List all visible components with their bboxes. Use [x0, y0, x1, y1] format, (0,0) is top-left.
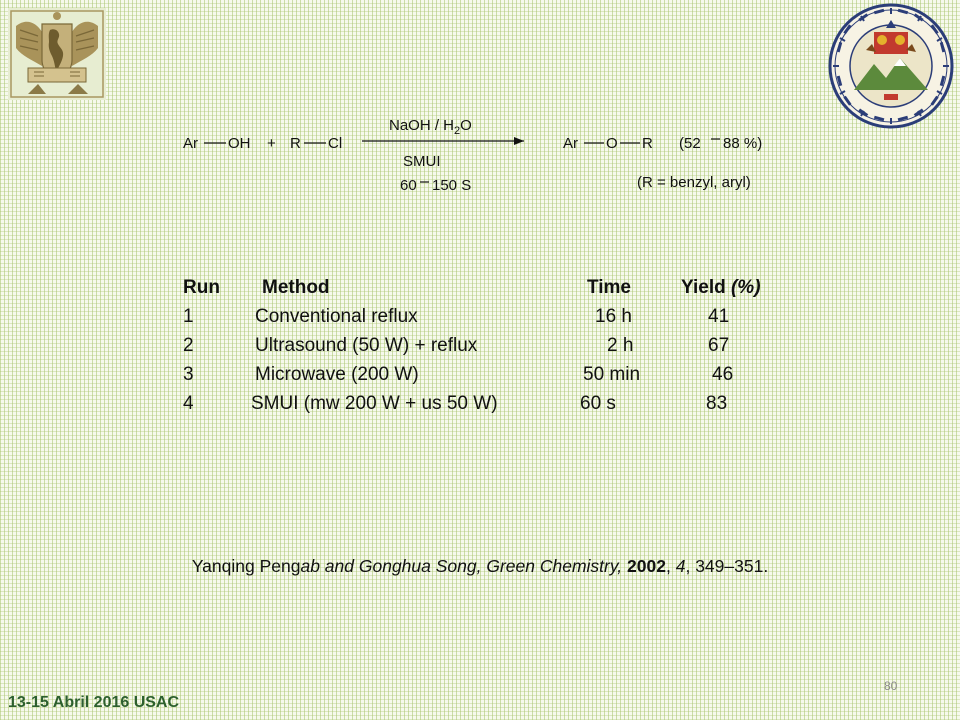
plus-sign: +: [267, 135, 276, 152]
header-yield-unit: (%): [730, 277, 761, 298]
reactant1-oh: OH: [228, 135, 251, 152]
page-number: 80: [884, 679, 898, 693]
footer-date: 13-15 Abril 2016 USAC: [8, 694, 180, 711]
condition-method: SMUI: [403, 153, 441, 170]
row-2-method: Ultrasound (50 W) + reflux: [255, 335, 478, 356]
row-2-run: 2: [183, 335, 194, 356]
condition-time-end: 150 S: [432, 177, 472, 194]
reactant2-cl: Cl: [328, 135, 343, 152]
product-o: O: [606, 135, 618, 152]
row-4-yield: 83: [706, 393, 728, 414]
header-time: Time: [587, 277, 632, 298]
row-1-run: 1: [183, 306, 194, 327]
row-1-time: 16 h: [595, 306, 632, 327]
row-3-run: 3: [183, 364, 194, 385]
row-3-method: Microwave (200 W): [255, 364, 419, 385]
reagent-label: NaOH / $H_2O$: [389, 117, 472, 137]
row-3-time: 50 min: [583, 364, 641, 385]
condition-time-start: 60: [400, 177, 417, 194]
citation-authors: Yanqing Peng: [191, 556, 301, 576]
header-yield-label: Yield: [681, 277, 726, 298]
r-definition: (R = benzyl, aryl): [637, 174, 751, 191]
header-yield: [681, 277, 761, 299]
yield-range-end: 88 %): [723, 135, 763, 152]
yield-range-start: (52: [679, 135, 701, 152]
citation-pages: 349–351.: [695, 556, 769, 576]
row-4-run: 4: [183, 393, 194, 414]
citation-volume: 4: [675, 556, 686, 576]
reactant2-r: R: [290, 135, 301, 152]
product-r: R: [642, 135, 653, 152]
row-1-yield: 41: [708, 306, 730, 327]
product-ar: Ar: [563, 135, 578, 152]
header-method: Method: [262, 277, 330, 298]
citation: Yanqing Pengab and Gonghua Song, Green Chemistry, 2002, 4, 349–351.: [191, 556, 769, 576]
row-1-method: Conventional reflux: [255, 306, 418, 327]
row-4-method: SMUI (mw 200 W + us 50 W): [251, 393, 498, 414]
header-run: Run: [183, 277, 220, 298]
row-3-yield: 46: [712, 364, 734, 385]
citation-year: 2002: [627, 556, 666, 576]
row-2-time: 2 h: [607, 335, 634, 356]
row-4-time: 60 s: [580, 393, 616, 414]
row-2-yield: 67: [708, 335, 730, 356]
reactant1-ar: Ar: [183, 135, 198, 152]
citation-journal: ab and Gonghua Song, Green Chemistry,: [300, 556, 623, 576]
